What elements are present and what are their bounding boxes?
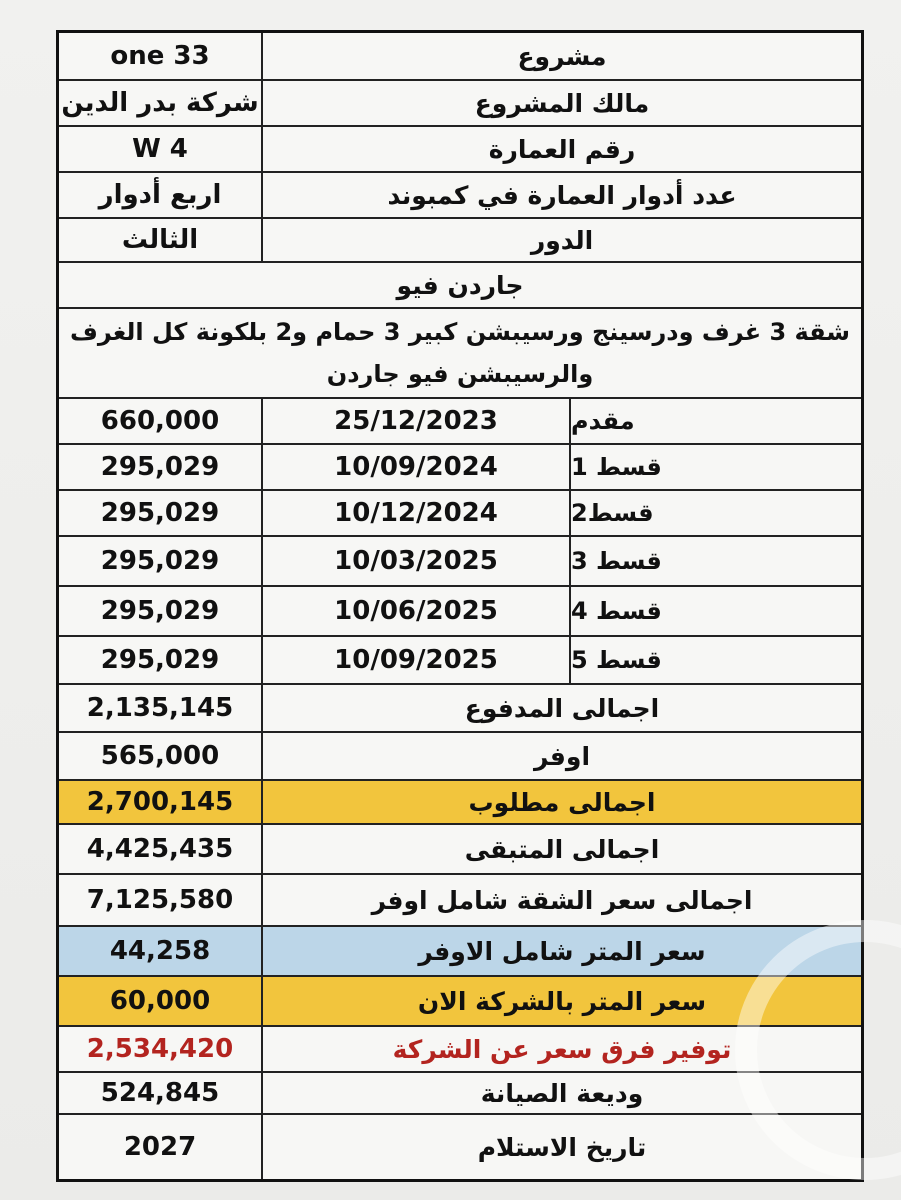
installment-label: قسط 5: [571, 646, 662, 674]
summary-total-required: [59, 781, 861, 825]
view-text: جاردن فيو: [396, 270, 524, 300]
total-required-value: 2,700,145: [59, 781, 263, 823]
building-number-value: W 4: [59, 127, 263, 171]
maintenance-deposit-label: وديعة الصيانة: [480, 1078, 644, 1108]
floors-count-label: عدد أدوار العمارة في كمبوند: [387, 180, 737, 210]
project-value: one 33: [59, 33, 263, 79]
meter-price-with-over-value: 44,258: [59, 927, 263, 975]
summary-total-remaining: [59, 825, 861, 875]
row-building-number: [59, 127, 861, 173]
summary-meter-price-with-over: [59, 927, 861, 977]
installment-date: 10/03/2025: [263, 537, 571, 585]
unit-details-table: [56, 30, 864, 1182]
installment-label: قسط 3: [571, 547, 662, 575]
installment-row: [59, 445, 861, 491]
row-owner: [59, 81, 861, 127]
installment-date: 10/09/2024: [263, 445, 571, 489]
installment-amount: 295,029: [59, 637, 263, 683]
summary-company-meter-price: [59, 977, 861, 1027]
summary-total-paid: [59, 685, 861, 733]
total-remaining-value: 4,425,435: [59, 825, 263, 873]
summary-maintenance-deposit: [59, 1073, 861, 1115]
installment-row: [59, 537, 861, 587]
floor-label: الدور: [530, 225, 594, 255]
installment-date: 25/12/2023: [263, 399, 571, 443]
owner-value: شركة بدر الدين: [59, 81, 263, 125]
row-floors-count: [59, 173, 861, 219]
row-project: [59, 33, 861, 81]
installment-label: مقدم: [571, 407, 635, 435]
total-required-label: اجمالى مطلوب: [468, 787, 656, 817]
floor-value: الثالث: [59, 219, 263, 261]
meter-price-with-over-label: سعر المتر شامل الاوفر: [418, 936, 706, 966]
delivery-date-label: تاريخ الاستلام: [477, 1132, 647, 1162]
installment-amount: 660,000: [59, 399, 263, 443]
installment-date: 10/06/2025: [263, 587, 571, 635]
savings-label: توفير فرق سعر عن الشركة: [392, 1034, 732, 1064]
installment-label: قسط 4: [571, 597, 662, 625]
installment-label: قسط 1: [571, 453, 662, 481]
maintenance-deposit-value: 524,845: [59, 1073, 263, 1113]
company-meter-price-label: سعر المتر بالشركة الان: [417, 986, 707, 1016]
delivery-date-value: 2027: [59, 1115, 263, 1179]
building-number-label: رقم العمارة: [488, 134, 636, 164]
installment-amount: 295,029: [59, 445, 263, 489]
floors-count-value: اربع أدوار: [59, 173, 263, 217]
project-label: مشروع: [517, 41, 607, 71]
summary-total-price: [59, 875, 861, 927]
company-meter-price-value: 60,000: [59, 977, 263, 1025]
installment-row: [59, 491, 861, 537]
unit-description: شقة 3 غرف ودرسينج ورسيبشن كبير 3 حمام و2 بلكونة كل الغرف والرسيبشن فيو جاردن: [70, 318, 850, 388]
over-value: 565,000: [59, 733, 263, 779]
row-view: [59, 263, 861, 309]
installment-amount: 295,029: [59, 491, 263, 535]
summary-over: [59, 733, 861, 781]
total-paid-value: 2,135,145: [59, 685, 263, 731]
installment-row: [59, 587, 861, 637]
installment-date: 10/12/2024: [263, 491, 571, 535]
total-paid-label: اجمالى المدفوع: [464, 693, 660, 723]
total-price-value: 7,125,580: [59, 875, 263, 925]
installment-amount: 295,029: [59, 537, 263, 585]
owner-label: مالك المشروع: [474, 88, 650, 118]
installment-row: [59, 399, 861, 445]
row-description: [59, 309, 861, 399]
installment-row: [59, 637, 861, 685]
installment-amount: 295,029: [59, 587, 263, 635]
total-price-label: اجمالى سعر الشقة شامل اوفر: [371, 885, 753, 915]
summary-delivery-date: [59, 1115, 861, 1179]
installment-date: 10/09/2025: [263, 637, 571, 683]
over-label: اوفر: [533, 741, 591, 771]
savings-value: 2,534,420: [59, 1027, 263, 1071]
installment-label: قسط2: [571, 499, 654, 527]
summary-savings: [59, 1027, 861, 1073]
total-remaining-label: اجمالى المتبقى: [464, 834, 660, 864]
row-floor: [59, 219, 861, 263]
